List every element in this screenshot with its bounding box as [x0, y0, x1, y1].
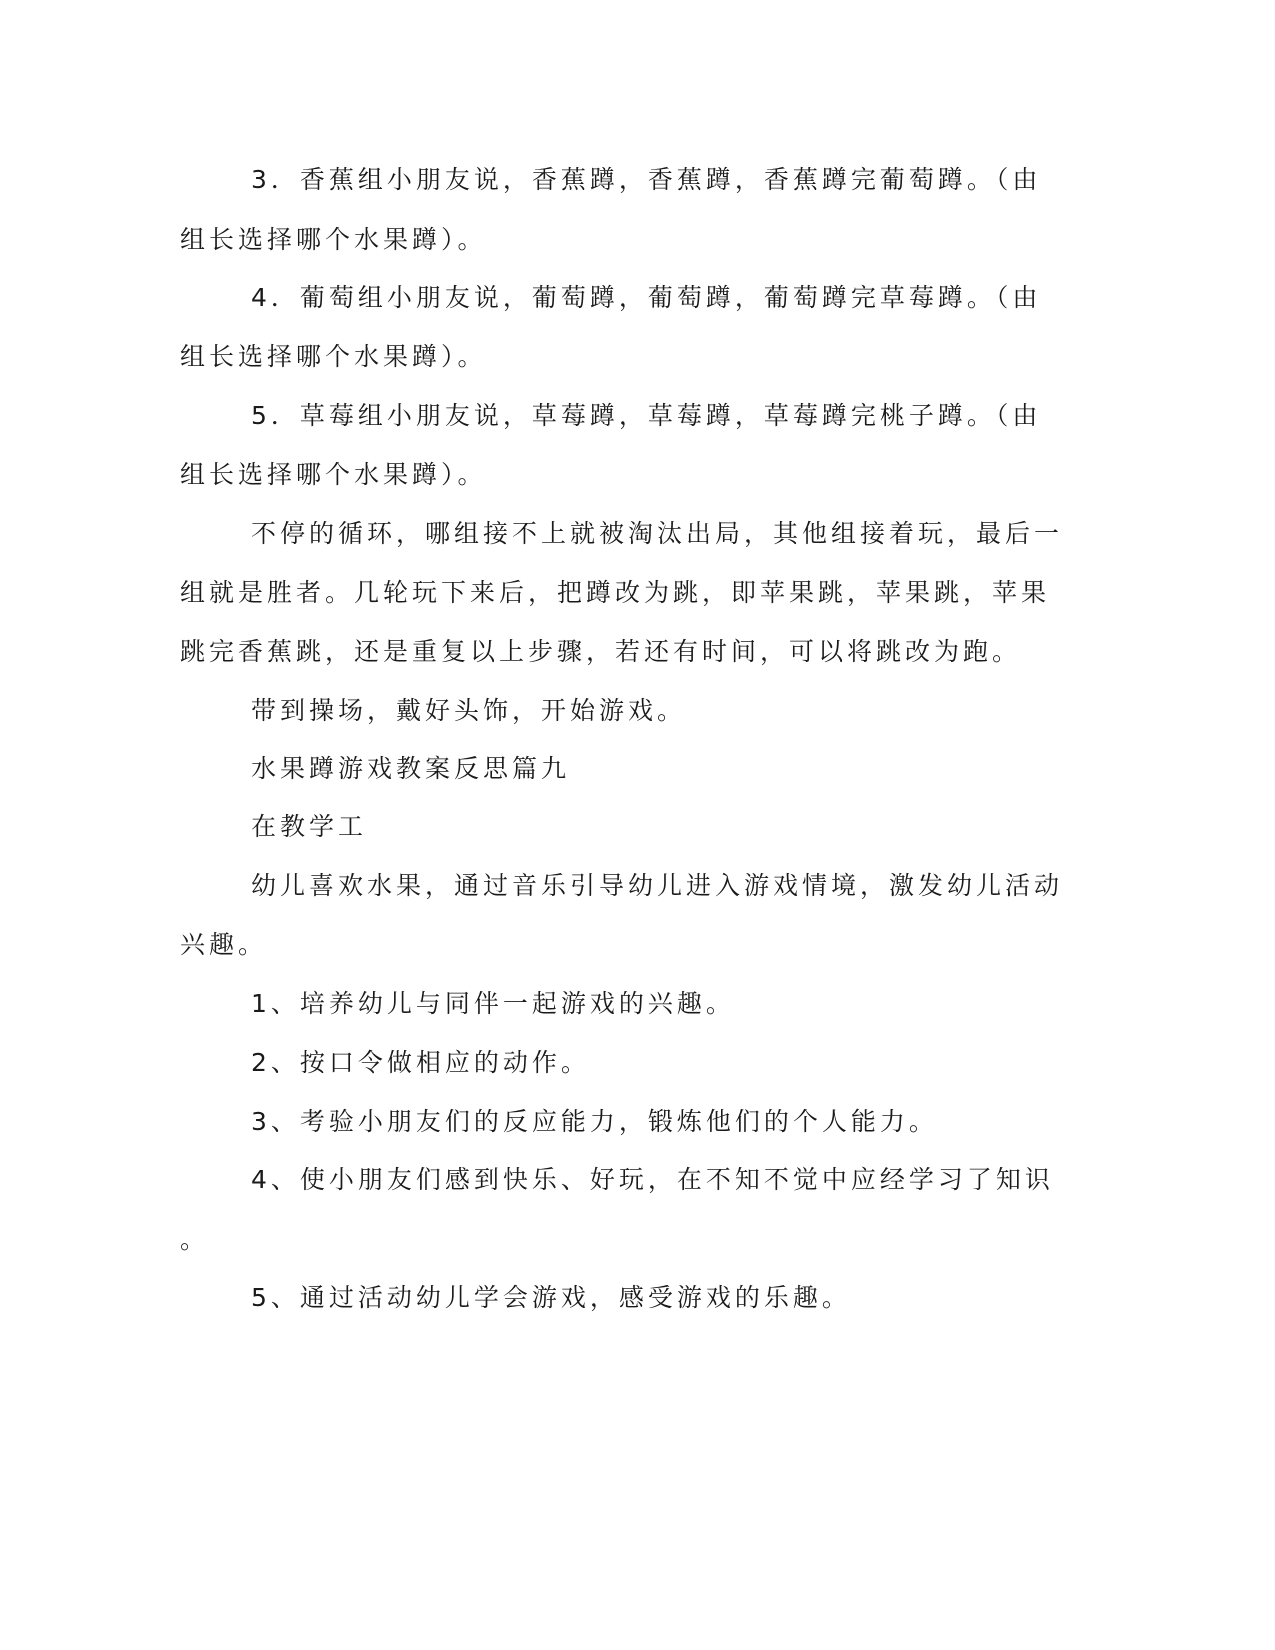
list-item-continuation: 。 [180, 1225, 210, 1254]
paragraph-line: 在教学工 [251, 812, 368, 841]
list-item: 4、使小朋友们感到快乐、好玩，在不知不觉中应经学习了知识 [251, 1165, 1054, 1194]
section-heading: 水果蹲游戏教案反思篇九 [251, 754, 571, 783]
paragraph-line: 3．香蕉组小朋友说，香蕉蹲，香蕉蹲，香蕉蹲完葡萄蹲。（由 [251, 165, 1042, 194]
paragraph-line: 5．草莓组小朋友说，草莓蹲，草莓蹲，草莓蹲完桃子蹲。（由 [251, 401, 1042, 430]
list-item: 5、通过活动幼儿学会游戏，感受游戏的乐趣。 [251, 1283, 851, 1312]
paragraph-line: 组就是胜者。几轮玩下来后，把蹲改为跳，即苹果跳，苹果跳，苹果 [180, 578, 1051, 607]
paragraph-line: 兴趣。 [180, 930, 268, 959]
paragraph-line: 组长选择哪个水果蹲）。 [180, 460, 487, 489]
paragraph-line: 组长选择哪个水果蹲）。 [180, 225, 487, 254]
list-item: 2、按口令做相应的动作。 [251, 1048, 590, 1077]
paragraph-line: 4．葡萄组小朋友说，葡萄蹲，葡萄蹲，葡萄蹲完草莓蹲。（由 [251, 283, 1042, 312]
paragraph-line: 带到操场，戴好头饰，开始游戏。 [251, 696, 687, 725]
paragraph-line: 跳完香蕉跳，还是重复以上步骤，若还有时间，可以将跳改为跑。 [180, 637, 1022, 666]
list-item: 3、考验小朋友们的反应能力，锻炼他们的个人能力。 [251, 1107, 938, 1136]
paragraph-line: 不停的循环，哪组接不上就被淘汰出局，其他组接着玩，最后一 [251, 519, 1064, 548]
paragraph-line: 幼儿喜欢水果，通过音乐引导幼儿进入游戏情境，激发幼儿活动 [251, 871, 1064, 900]
paragraph-line: 组长选择哪个水果蹲）。 [180, 342, 487, 371]
list-item: 1、培养幼儿与同伴一起游戏的兴趣。 [251, 989, 735, 1018]
